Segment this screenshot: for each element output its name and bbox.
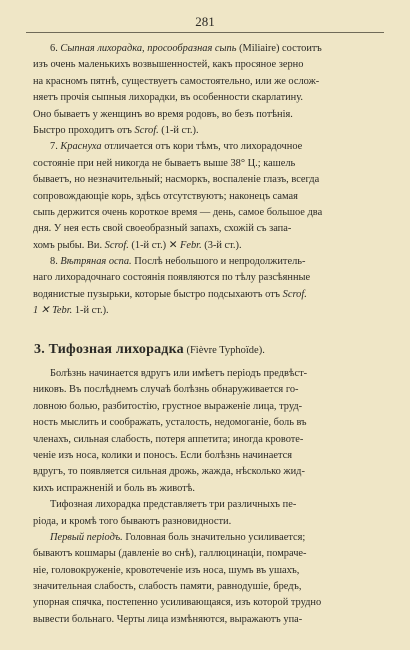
item-number: 7. [50, 141, 61, 153]
text-line [33, 74, 383, 90]
italic-term: Scrof. [282, 288, 307, 300]
text-line [33, 287, 383, 303]
text-line [33, 270, 383, 286]
line-text: упорная спячка, постепенно усиливающаяся, изъ которой трудно [33, 597, 322, 609]
line-text: водянистые пузырьки, которые быстро подсыхаютъ отъ [33, 288, 283, 300]
line-text: бываетъ, но незначительный; насморкъ, воспаленіе глазъ, всегда [33, 174, 320, 186]
italic-term: Вѣтряная оспа. [60, 256, 132, 268]
text-line [33, 41, 383, 57]
section-heading-title: 3. Тифозная лихорадка [34, 342, 184, 357]
line-text: вывести больнаго. Черты лица измѣняются, выражаютъ упа- [33, 613, 303, 625]
line-text: членахъ, сильная слабость, потеря аппетита; иногда кровоте- [33, 433, 304, 445]
line-text: няетъ прочія сыпныя лихорадки, въ особенности скарлатину. [33, 92, 303, 104]
line-text: (1-й ст.) ✕ [128, 239, 181, 251]
line-text: Болѣзнь начинается вдругъ или имѣетъ періодъ предвѣст- [50, 368, 308, 379]
text-line [33, 189, 383, 205]
line-text: на красномъ пятнѣ, существуетъ самостоятельно, или же ослож- [33, 75, 320, 87]
item-number: 6. [50, 43, 61, 54]
text-block-typhoid [33, 366, 383, 628]
line-text: (1-й ст.). [158, 124, 199, 136]
text-line [33, 497, 383, 513]
italic-term: 1 ✕ Tebr. [33, 305, 73, 317]
line-text: бываютъ кошмары (давленіе во снѣ), галлюцинаціи, помраче- [33, 548, 307, 560]
line-text: дня. У нея есть свой своеобразный запахъ, схожій съ запа- [33, 223, 292, 235]
text-line [33, 448, 383, 464]
line-text: Оно бываетъ у женщинъ во время родовъ, во безъ потѣнія. [33, 108, 293, 120]
line-text: изъ очень маленькихъ возвышенностей, какъ просяное зерно [33, 59, 304, 71]
text-line [33, 399, 383, 415]
text-line [33, 107, 383, 123]
italic-term: Первый періодъ. [50, 531, 123, 543]
text-line [33, 563, 383, 579]
line-text: кихъ испражненій и боль въ животѣ. [33, 482, 195, 494]
text-line [33, 432, 383, 448]
text-line [33, 464, 383, 480]
italic-term: Сыпная лихорадка, просообразная сыпь [60, 43, 237, 54]
text-line [33, 254, 383, 270]
text-line [33, 514, 383, 530]
line-text: сопровождающіе корь, здѣсь отсутствуютъ; наконецъ самая [33, 190, 298, 202]
text-line [33, 90, 383, 106]
text-line [33, 139, 383, 155]
text-line [33, 172, 383, 188]
text-line [33, 303, 383, 319]
line-text: Головная боль значительно усиливается; [122, 531, 306, 543]
section-heading-french: (Fièvre Typhoïde). [183, 345, 265, 356]
line-text: 1-й ст.). [72, 305, 109, 317]
line-text: ловною болью, разбитостію, грустное выраженіе лица, труд- [33, 400, 303, 412]
text-line [33, 205, 383, 221]
text-line [33, 595, 383, 611]
text-line [33, 579, 383, 595]
italic-term: Scrof. [104, 239, 129, 251]
line-text: никовъ. Въ послѣднемъ случаѣ болѣзнь обнаруживается го- [33, 384, 299, 396]
line-text: состояніе при ней никогда не бываетъ выше 38° Ц.; кашель [33, 157, 296, 169]
line-text: наго лихорадочнаго состоянія появляются по тѣлу разсѣянные [33, 272, 311, 284]
text-line [33, 382, 383, 398]
line-text: хомъ рыбы. Ви. [33, 239, 105, 251]
line-text: Тифозная лихорадка представляетъ три различныхъ пе- [50, 499, 297, 511]
italic-term: Scrof. [134, 124, 159, 136]
text-line [33, 612, 383, 628]
page-number: 281 [195, 14, 215, 29]
line-text: (3-й ст.). [201, 239, 242, 251]
line-text: ность мыслить и соображать, усталость, недомоганіе, боль въ [33, 417, 307, 429]
italic-term: Краснуха [60, 141, 102, 153]
line-text: ніе, головокруженіе, кровотеченіе изъ носа, шумъ въ ушахъ, [33, 564, 300, 576]
italic-term: Febr. [180, 239, 202, 251]
text-block-fevers [33, 41, 383, 320]
section-heading [34, 342, 384, 358]
line-text: ріода, и кромѣ того бываютъ разновидности. [33, 515, 232, 527]
text-line [33, 415, 383, 431]
text-line [33, 238, 383, 254]
text-line [33, 221, 383, 237]
line-text: ченіе изъ носа, колики и поносъ. Если болѣзнь начинается [33, 449, 293, 461]
text-line [33, 530, 383, 546]
line-text: сыпь держится очень короткое время — день, самое большое два [33, 206, 323, 218]
line-text: Быстро проходитъ отъ [33, 124, 135, 136]
item-number: 8. [50, 256, 61, 268]
text-line [33, 546, 383, 562]
line-text: значительная слабость, слабость памяти, равнодушіе, бредъ, [33, 581, 302, 593]
text-line [33, 123, 383, 139]
text-line [33, 481, 383, 497]
line-text: (Miliaire) состоитъ [236, 43, 322, 54]
text-line [33, 156, 383, 172]
line-text: вдругъ, то появляется сильная дрожь, жажда, нѣсколько жид- [33, 466, 305, 478]
text-line [33, 57, 383, 73]
header-rule [26, 32, 384, 33]
line-text: отличается отъ кори тѣмъ, что лихорадочное [101, 141, 303, 153]
line-text: Послѣ небольшого и непродолжитель- [131, 256, 306, 268]
text-line [33, 366, 383, 382]
